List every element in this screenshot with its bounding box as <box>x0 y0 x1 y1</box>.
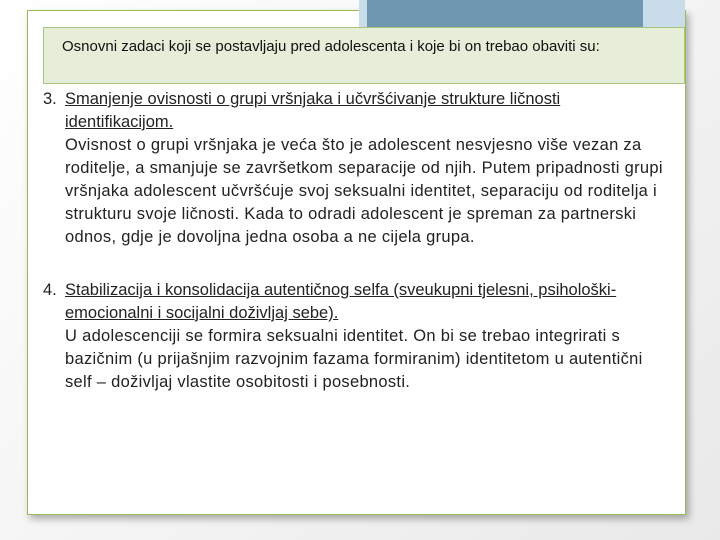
item-text: U adolescenciji se formira seksualni identitet. On bi se trebao integrirati s bazičnim (u prijašnjim razvojnim fazama formiranim) identitetom u autentični self – doživljaj vlastite osobitosti i posebnosti. <box>65 327 643 391</box>
item-heading: Stabilizacija i konsolidacija autentičnog selfa (sveukupni tjelesni, psihološki-emocionalni i socijalni doživljaj sebe). <box>65 281 617 322</box>
item-heading: Smanjenje ovisnosti o grupi vršnjaka i učvršćivanje strukture ličnosti identifikacijom. <box>65 90 561 131</box>
slide-title: Osnovni zadaci koji se postavljaju pred adolescenta i koje bi on trebao obaviti su: <box>62 38 600 55</box>
list-item-3 <box>40 88 668 249</box>
list-item-4 <box>40 279 668 394</box>
item-text: Ovisnost o grupi vršnjaka je veća što je adolescent nesvjesno više vezan za roditelje, a smanjuje se završetkom separacije od njih. Putem pripadnosti grupi vršnjaka adolescent učvršćuje svoj seksualni identitet, separaciju od roditelja i strukturu svoje ličnosti. Kada to odradi adolescent je spreman za partnerski odnos, gdje je dovoljna jedna osoba a ne cijela grupa. <box>65 136 663 246</box>
item-number: 4. <box>43 281 57 299</box>
item-number: 3. <box>43 90 57 108</box>
body-content <box>40 88 668 394</box>
